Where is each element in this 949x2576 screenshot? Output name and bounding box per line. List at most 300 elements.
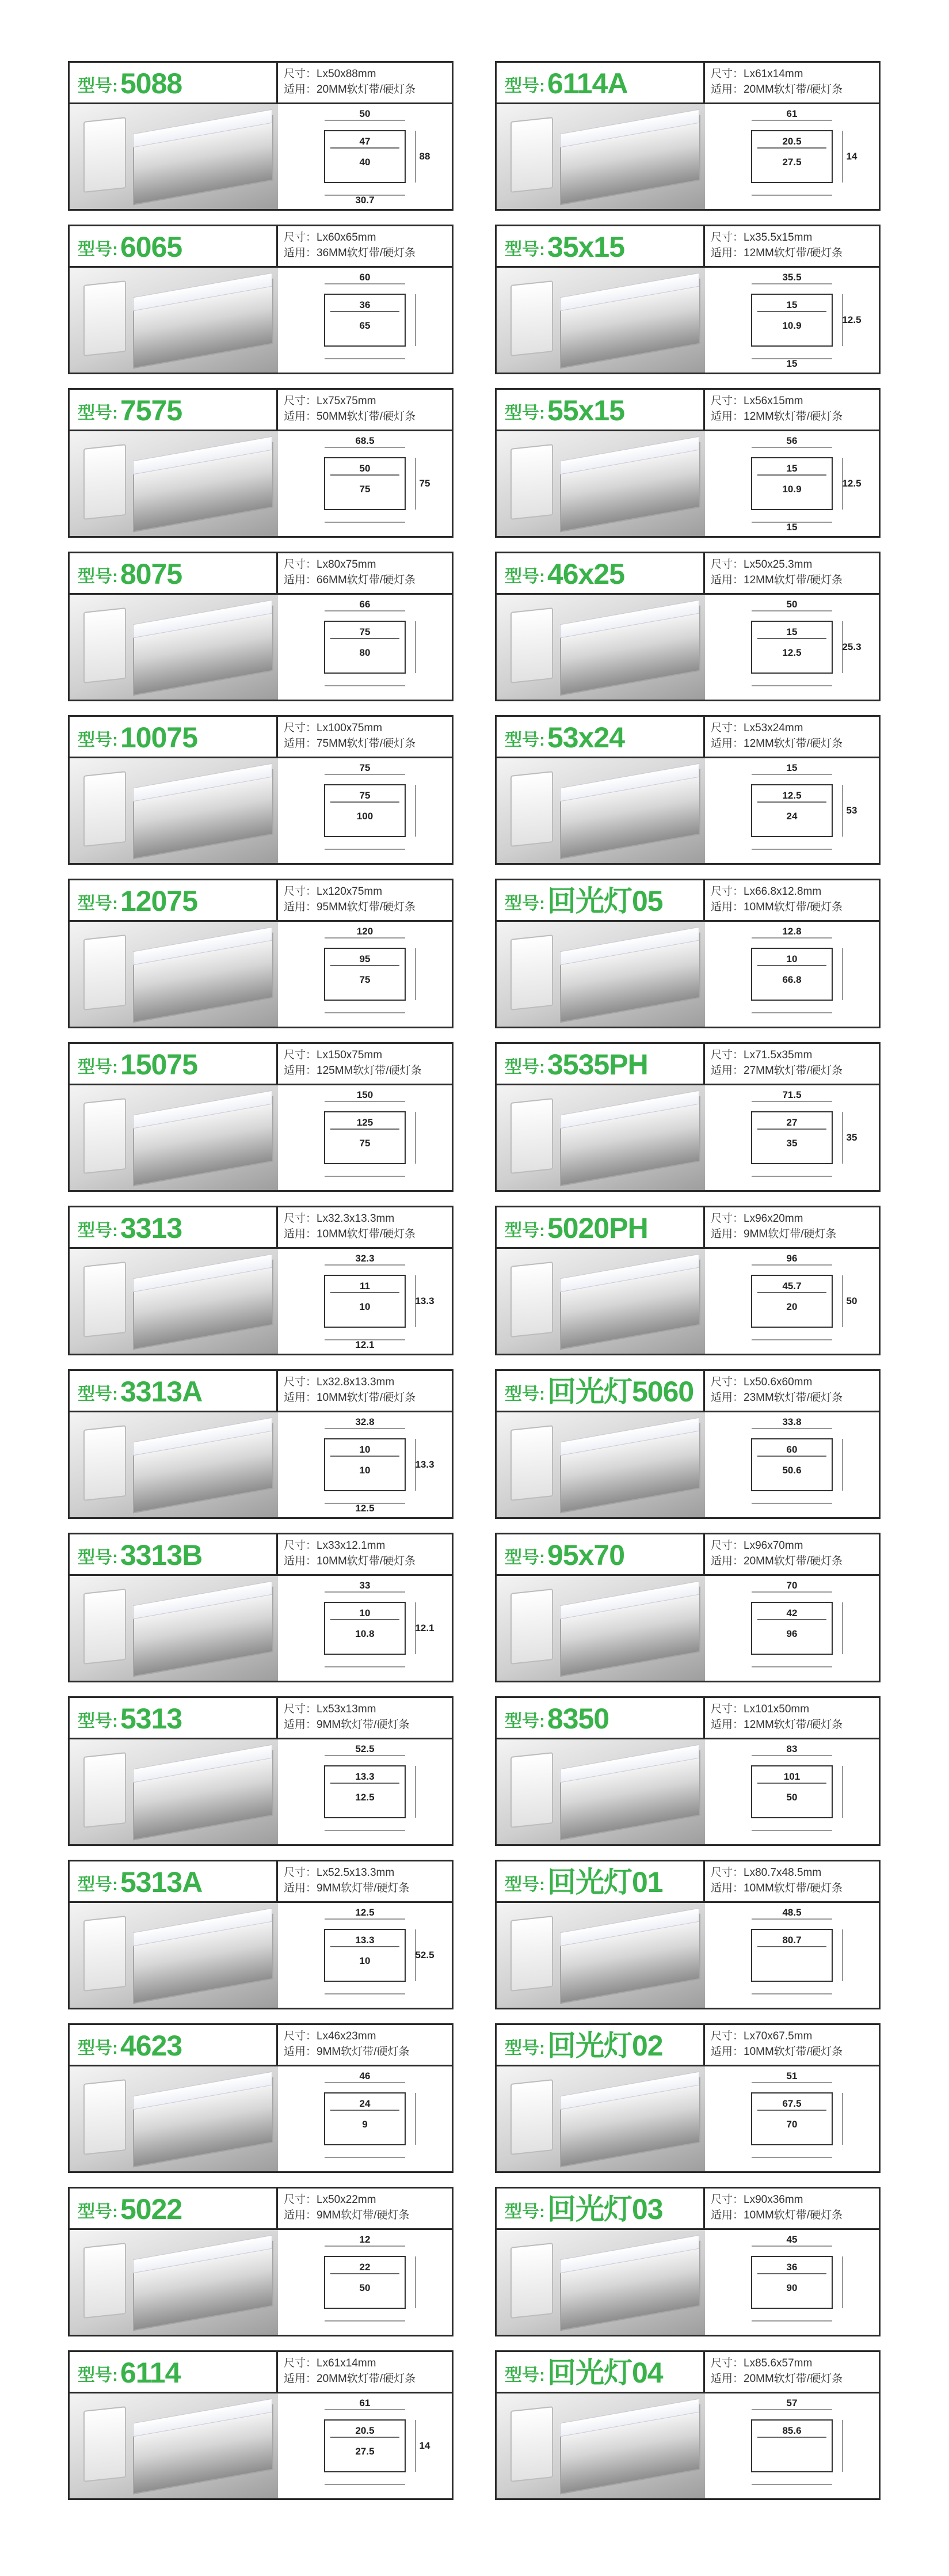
fit-spec: 适用：20MM软灯带/硬灯条 bbox=[711, 2373, 843, 2385]
spec-block bbox=[278, 1861, 452, 1901]
spec-block bbox=[705, 1698, 879, 1738]
model-code: 回光灯01 bbox=[547, 1866, 663, 1898]
dimension-label: 10 bbox=[359, 1444, 371, 1455]
profile-drawing bbox=[284, 762, 445, 860]
model-label bbox=[497, 553, 705, 593]
end-cap-shape bbox=[83, 280, 126, 356]
card-header bbox=[70, 2352, 452, 2393]
product-card bbox=[68, 61, 453, 211]
model-prefix: 型号: bbox=[505, 2202, 545, 2221]
end-cap-shape bbox=[510, 1916, 553, 1992]
product-photo bbox=[497, 1739, 705, 1844]
model-prefix: 型号: bbox=[505, 1875, 545, 1894]
dimension-labels bbox=[355, 435, 430, 495]
card-header bbox=[70, 390, 452, 431]
size-spec: 尺寸：Lx32.3x13.3mm bbox=[284, 1213, 395, 1225]
product-photo bbox=[70, 104, 278, 209]
model-prefix: 型号: bbox=[78, 1221, 118, 1240]
end-cap-shape bbox=[83, 1589, 126, 1665]
size-spec: 尺寸：Lx61x14mm bbox=[284, 2357, 376, 2369]
model-code: 回光灯04 bbox=[547, 2357, 663, 2389]
dimension-label: 80.7 bbox=[782, 1935, 802, 1946]
card-body bbox=[497, 2066, 879, 2171]
spec-block bbox=[278, 1044, 452, 1084]
end-cap-shape bbox=[83, 771, 126, 847]
dimension-label: 11 bbox=[360, 1281, 370, 1291]
end-cap-shape bbox=[83, 2243, 126, 2319]
dimension-label: 12 bbox=[359, 2234, 371, 2245]
product-photo bbox=[70, 1249, 278, 1354]
model-label bbox=[70, 1534, 278, 1574]
model-code: 6114 bbox=[120, 2357, 181, 2389]
card-body bbox=[70, 1412, 452, 1517]
profile-drawing bbox=[284, 435, 445, 533]
fit-spec: 适用：10MM软灯带/硬灯条 bbox=[711, 901, 843, 913]
dimension-label: 15 bbox=[786, 299, 798, 310]
dimension-label: 22 bbox=[359, 2262, 371, 2273]
product-photo bbox=[497, 1903, 705, 2008]
model-prefix: 型号: bbox=[78, 2366, 118, 2385]
product-card bbox=[495, 1860, 881, 2009]
product-card bbox=[68, 1206, 453, 1355]
dimension-labels bbox=[355, 108, 430, 206]
card-body bbox=[70, 1739, 452, 1844]
product-card bbox=[68, 552, 453, 701]
dimension-label: 13.3 bbox=[415, 1295, 435, 1306]
product-card bbox=[68, 2187, 453, 2336]
dimension-labels bbox=[782, 108, 857, 168]
size-spec: 尺寸：Lx120x75mm bbox=[284, 886, 383, 898]
model-prefix: 型号: bbox=[505, 77, 545, 96]
dimension-label: 50 bbox=[359, 108, 371, 119]
size-spec: 尺寸：Lx70x67.5mm bbox=[711, 2030, 813, 2042]
profile-drawing bbox=[284, 271, 445, 369]
model-prefix: 型号: bbox=[78, 1712, 118, 1731]
dimension-label: 12.5 bbox=[355, 1503, 375, 1514]
profile-drawing bbox=[284, 108, 445, 206]
fit-spec: 适用：9MM软灯带/硬灯条 bbox=[284, 1719, 410, 1731]
model-code: 回光灯5060 bbox=[547, 1376, 694, 1408]
product-card bbox=[495, 2023, 881, 2173]
model-label bbox=[497, 1698, 705, 1738]
dimension-label: 120 bbox=[356, 926, 373, 937]
profile-drawing bbox=[711, 1089, 872, 1187]
card-body bbox=[70, 2230, 452, 2335]
card-header bbox=[497, 226, 879, 268]
dimension-label: 10 bbox=[359, 1465, 371, 1476]
end-cap-shape bbox=[510, 2406, 553, 2482]
dimension-drawing bbox=[278, 758, 452, 863]
size-spec: 尺寸：Lx35.5x15mm bbox=[711, 231, 813, 244]
product-photo bbox=[70, 268, 278, 373]
dimension-label: 75 bbox=[359, 1138, 371, 1149]
fit-spec: 适用：75MM软灯带/硬灯条 bbox=[284, 738, 416, 750]
model-label bbox=[70, 880, 278, 920]
card-body bbox=[70, 1903, 452, 2008]
card-header bbox=[497, 63, 879, 104]
model-prefix: 型号: bbox=[78, 1058, 118, 1077]
dimension-label: 30.7 bbox=[355, 195, 375, 206]
product-photo bbox=[497, 595, 705, 700]
product-photo bbox=[70, 1739, 278, 1844]
model-label bbox=[70, 390, 278, 430]
dimension-label: 10 bbox=[359, 1608, 371, 1618]
dimension-drawing bbox=[705, 1576, 879, 1681]
model-prefix: 型号: bbox=[505, 1548, 545, 1567]
size-spec: 尺寸：Lx60x65mm bbox=[284, 231, 376, 244]
model-code: 3313A bbox=[120, 1376, 203, 1408]
dimension-label: 13.3 bbox=[415, 1459, 435, 1470]
dimension-label: 36 bbox=[786, 2262, 798, 2273]
dimension-label: 75 bbox=[359, 626, 371, 637]
model-prefix: 型号: bbox=[505, 1058, 545, 1077]
card-header bbox=[497, 1371, 879, 1412]
fit-spec: 适用：95MM软灯带/硬灯条 bbox=[284, 901, 416, 913]
spec-block bbox=[705, 1861, 879, 1901]
dimension-label: 24 bbox=[359, 2098, 371, 2109]
product-photo bbox=[70, 758, 278, 863]
card-body bbox=[497, 1576, 879, 1681]
model-prefix: 型号: bbox=[78, 1875, 118, 1894]
dimension-label: 70 bbox=[786, 1580, 798, 1591]
model-prefix: 型号: bbox=[505, 404, 545, 423]
dimension-label: 32.3 bbox=[355, 1253, 375, 1264]
product-photo bbox=[70, 1085, 278, 1190]
end-cap-shape bbox=[510, 444, 553, 520]
card-body bbox=[497, 1412, 879, 1517]
dimension-labels bbox=[782, 1416, 801, 1476]
dimension-label: 60 bbox=[786, 1444, 798, 1455]
dimension-drawing bbox=[705, 2066, 879, 2171]
dimension-label: 10.9 bbox=[782, 320, 802, 331]
size-spec: 尺寸：Lx33x12.1mm bbox=[284, 1540, 386, 1552]
dimension-label: 14 bbox=[846, 151, 857, 162]
size-spec: 尺寸：Lx90x36mm bbox=[711, 2194, 803, 2206]
dimension-label: 14 bbox=[419, 2440, 430, 2451]
product-photo bbox=[497, 2393, 705, 2498]
dimension-label: 101 bbox=[783, 1771, 801, 1782]
card-header bbox=[497, 2025, 879, 2066]
model-prefix: 型号: bbox=[78, 2202, 118, 2221]
model-label bbox=[497, 226, 705, 266]
model-prefix: 型号: bbox=[505, 1385, 545, 1404]
product-card bbox=[68, 2023, 453, 2173]
end-cap-shape bbox=[510, 1589, 553, 1665]
profile-drawing bbox=[284, 1906, 445, 2004]
spec-block bbox=[705, 63, 879, 102]
dimension-label: 60 bbox=[359, 272, 371, 283]
card-header bbox=[70, 226, 452, 268]
product-card bbox=[495, 715, 881, 865]
dimension-label: 12.5 bbox=[782, 790, 802, 801]
fit-spec: 适用：50MM软灯带/硬灯条 bbox=[284, 411, 416, 423]
model-prefix: 型号: bbox=[505, 731, 545, 750]
dimension-drawing bbox=[705, 1903, 879, 2008]
card-body bbox=[497, 758, 879, 863]
card-body bbox=[497, 104, 879, 209]
fit-spec: 适用：12MM软灯带/硬灯条 bbox=[711, 738, 843, 750]
model-code: 4623 bbox=[120, 2030, 182, 2062]
fit-spec: 适用：9MM软灯带/硬灯条 bbox=[711, 1228, 837, 1240]
card-body bbox=[497, 268, 879, 373]
dimension-drawing bbox=[705, 2230, 879, 2335]
end-cap-shape bbox=[510, 771, 553, 847]
dimension-label: 36 bbox=[359, 299, 371, 310]
dimension-label: 67.5 bbox=[782, 2098, 802, 2109]
end-cap-shape bbox=[510, 607, 553, 683]
product-photo bbox=[497, 268, 705, 373]
size-spec: 尺寸：Lx85.6x57mm bbox=[711, 2357, 813, 2369]
model-code: 53x24 bbox=[547, 721, 625, 754]
dimension-label: 27.5 bbox=[355, 2446, 375, 2457]
product-photo bbox=[70, 2230, 278, 2335]
size-spec: 尺寸：Lx71.5x35mm bbox=[711, 1049, 813, 1061]
model-label bbox=[497, 1044, 705, 1084]
card-body bbox=[70, 758, 452, 863]
model-label bbox=[497, 1207, 705, 1247]
dimension-label: 20.5 bbox=[355, 2425, 375, 2436]
end-cap-shape bbox=[510, 2243, 553, 2319]
fit-spec: 适用：36MM软灯带/硬灯条 bbox=[284, 247, 416, 259]
card-body bbox=[497, 2230, 879, 2335]
end-cap-shape bbox=[510, 2079, 553, 2155]
dimension-label: 27.5 bbox=[782, 157, 802, 168]
profile-drawing bbox=[711, 1579, 872, 1677]
dimension-label: 45.7 bbox=[782, 1281, 802, 1291]
card-header bbox=[497, 1044, 879, 1085]
dimension-labels bbox=[355, 2398, 430, 2457]
model-label bbox=[497, 2025, 705, 2065]
dimension-label: 75 bbox=[359, 484, 371, 495]
spec-block bbox=[705, 1371, 879, 1411]
model-label bbox=[70, 1698, 278, 1738]
profile-drawing bbox=[284, 1089, 445, 1187]
end-cap-shape bbox=[510, 1425, 553, 1501]
spec-block bbox=[705, 880, 879, 920]
model-prefix: 型号: bbox=[505, 1221, 545, 1240]
dimension-label: 45 bbox=[786, 2234, 798, 2245]
profile-drawing bbox=[711, 1743, 872, 1841]
dimension-label: 10.8 bbox=[355, 1628, 375, 1639]
card-header bbox=[497, 880, 879, 922]
product-card bbox=[495, 2350, 881, 2500]
product-photo bbox=[497, 1576, 705, 1681]
card-body bbox=[497, 1249, 879, 1354]
fit-spec: 适用：66MM软灯带/硬灯条 bbox=[284, 574, 416, 586]
product-card bbox=[68, 1369, 453, 1519]
dimension-label: 56 bbox=[786, 435, 798, 446]
product-card bbox=[495, 1042, 881, 1192]
dimension-label: 12.5 bbox=[842, 478, 862, 489]
model-label bbox=[497, 2352, 705, 2392]
profile-drawing bbox=[284, 2070, 445, 2168]
model-prefix: 型号: bbox=[505, 567, 545, 586]
model-label bbox=[70, 1861, 278, 1901]
dimension-label: 12.8 bbox=[782, 926, 802, 937]
profile-drawing bbox=[284, 598, 445, 696]
model-prefix: 型号: bbox=[78, 731, 118, 750]
dimension-labels bbox=[787, 1580, 798, 1639]
size-spec: 尺寸：Lx32.8x13.3mm bbox=[284, 1376, 395, 1388]
dimension-labels bbox=[787, 2234, 798, 2293]
model-code: 3313 bbox=[120, 1212, 182, 1244]
card-body bbox=[70, 2066, 452, 2171]
profile-drawing bbox=[284, 925, 445, 1023]
card-header bbox=[497, 1861, 879, 1903]
end-cap-shape bbox=[510, 1098, 553, 1174]
spec-block bbox=[705, 553, 879, 593]
model-label bbox=[497, 1534, 705, 1574]
card-header bbox=[497, 1534, 879, 1576]
product-photo bbox=[70, 1903, 278, 2008]
spec-block bbox=[278, 2189, 452, 2228]
product-card bbox=[495, 2187, 881, 2336]
fit-spec: 适用：9MM软灯带/硬灯条 bbox=[284, 1882, 410, 1894]
card-header bbox=[70, 553, 452, 595]
product-photo bbox=[70, 922, 278, 1027]
card-header bbox=[497, 717, 879, 758]
product-photo bbox=[70, 2393, 278, 2498]
profile-drawing bbox=[284, 1579, 445, 1677]
size-spec: 尺寸：Lx53x13mm bbox=[284, 1703, 376, 1715]
end-cap-shape bbox=[83, 1262, 126, 1338]
product-photo bbox=[70, 595, 278, 700]
model-prefix: 型号: bbox=[505, 894, 545, 913]
dimension-drawing bbox=[705, 1249, 879, 1354]
profile-drawing bbox=[711, 108, 872, 206]
dimension-drawing bbox=[278, 268, 452, 373]
dimension-label: 50 bbox=[846, 1295, 857, 1306]
size-spec: 尺寸：Lx80.7x48.5mm bbox=[711, 1867, 822, 1879]
dimension-label: 80 bbox=[359, 647, 371, 658]
fit-spec: 适用：20MM软灯带/硬灯条 bbox=[284, 83, 416, 96]
dimension-drawing bbox=[278, 1412, 452, 1517]
dimension-label: 75 bbox=[359, 790, 371, 801]
profile-drawing bbox=[711, 1906, 872, 2004]
dimension-drawing bbox=[705, 922, 879, 1027]
dimension-label: 75 bbox=[359, 974, 371, 985]
spec-block bbox=[705, 1534, 879, 1574]
end-cap-shape bbox=[83, 117, 126, 193]
model-label bbox=[70, 2189, 278, 2228]
card-header bbox=[70, 717, 452, 758]
model-code: 35x15 bbox=[547, 231, 625, 263]
dimension-label: 52.5 bbox=[415, 1950, 435, 1961]
end-cap-shape bbox=[83, 607, 126, 683]
dimension-label: 50 bbox=[359, 463, 371, 474]
dimension-label: 50 bbox=[359, 2282, 371, 2293]
profile-drawing bbox=[284, 1416, 445, 1514]
product-card bbox=[495, 1696, 881, 1846]
fit-spec: 适用：10MM软灯带/硬灯条 bbox=[711, 2209, 843, 2221]
dimension-drawing bbox=[705, 2393, 879, 2498]
model-label bbox=[70, 226, 278, 266]
dimension-label: 88 bbox=[419, 151, 430, 162]
product-photo bbox=[497, 1412, 705, 1517]
fit-spec: 适用：27MM软灯带/硬灯条 bbox=[711, 1065, 843, 1077]
dimension-label: 61 bbox=[786, 108, 798, 119]
dimension-labels bbox=[355, 1580, 434, 1639]
profile-drawing bbox=[711, 2070, 872, 2168]
dimension-label: 51 bbox=[786, 2070, 798, 2081]
dimension-drawing bbox=[278, 1739, 452, 1844]
size-spec: 尺寸：Lx50x25.3mm bbox=[711, 558, 813, 571]
size-spec: 尺寸：Lx96x70mm bbox=[711, 1540, 803, 1552]
fit-spec: 适用：20MM软灯带/硬灯条 bbox=[711, 1555, 843, 1567]
product-photo bbox=[70, 1412, 278, 1517]
product-card bbox=[68, 1860, 453, 2009]
card-body bbox=[497, 922, 879, 1027]
end-cap-shape bbox=[83, 2079, 126, 2155]
profile-drawing bbox=[711, 2397, 872, 2495]
model-code: 3313B bbox=[120, 1539, 203, 1571]
product-card bbox=[68, 2350, 453, 2500]
product-card bbox=[495, 879, 881, 1028]
card-header bbox=[70, 1371, 452, 1412]
product-card bbox=[68, 1533, 453, 1682]
dimension-labels bbox=[357, 762, 373, 822]
dimension-drawing bbox=[278, 595, 452, 700]
dimension-label: 33 bbox=[359, 1580, 371, 1591]
model-label bbox=[70, 2025, 278, 2065]
dimension-label: 12.1 bbox=[415, 1623, 435, 1633]
dimension-label: 9 bbox=[362, 2119, 368, 2130]
model-prefix: 型号: bbox=[505, 2039, 545, 2058]
end-cap-shape bbox=[83, 1752, 126, 1828]
dimension-labels bbox=[357, 926, 373, 985]
model-code: 回光灯02 bbox=[547, 2030, 663, 2062]
dimension-drawing bbox=[705, 1412, 879, 1517]
model-prefix: 型号: bbox=[505, 240, 545, 259]
model-label bbox=[70, 1207, 278, 1247]
fit-spec: 适用：20MM软灯带/硬灯条 bbox=[284, 2373, 416, 2385]
card-header bbox=[70, 2189, 452, 2230]
dimension-label: 13.3 bbox=[355, 1935, 375, 1946]
end-cap-shape bbox=[83, 934, 126, 1010]
dimension-drawing bbox=[705, 431, 879, 536]
card-body bbox=[70, 1576, 452, 1681]
dimension-label: 42 bbox=[786, 1608, 798, 1618]
profile-drawing bbox=[711, 925, 872, 1023]
size-spec: 尺寸：Lx61x14mm bbox=[711, 68, 803, 80]
dimension-drawing bbox=[278, 1576, 452, 1681]
end-cap-shape bbox=[510, 1262, 553, 1338]
size-spec: 尺寸：Lx52.5x13.3mm bbox=[284, 1867, 395, 1879]
product-photo bbox=[497, 1085, 705, 1190]
product-photo bbox=[497, 922, 705, 1027]
fit-spec: 适用：12MM软灯带/硬灯条 bbox=[711, 574, 843, 586]
model-code: 15075 bbox=[120, 1048, 198, 1081]
dimension-labels bbox=[360, 599, 371, 658]
spec-block bbox=[278, 226, 452, 266]
model-label bbox=[497, 880, 705, 920]
dimension-drawing bbox=[705, 758, 879, 863]
fit-spec: 适用：10MM软灯带/硬灯条 bbox=[284, 1555, 416, 1567]
dimension-labels bbox=[355, 1907, 434, 1966]
dimension-drawing bbox=[278, 104, 452, 209]
model-prefix: 型号: bbox=[78, 404, 118, 423]
model-prefix: 型号: bbox=[78, 1548, 118, 1567]
product-card bbox=[68, 715, 453, 865]
model-code: 5022 bbox=[120, 2193, 182, 2225]
model-label bbox=[497, 390, 705, 430]
product-card bbox=[495, 1206, 881, 1355]
dimension-label: 100 bbox=[356, 811, 373, 822]
dimension-labels bbox=[355, 1743, 374, 1803]
profile-drawing bbox=[284, 2233, 445, 2331]
dimension-label: 25.3 bbox=[842, 641, 862, 652]
dimension-label: 96 bbox=[786, 1253, 798, 1264]
